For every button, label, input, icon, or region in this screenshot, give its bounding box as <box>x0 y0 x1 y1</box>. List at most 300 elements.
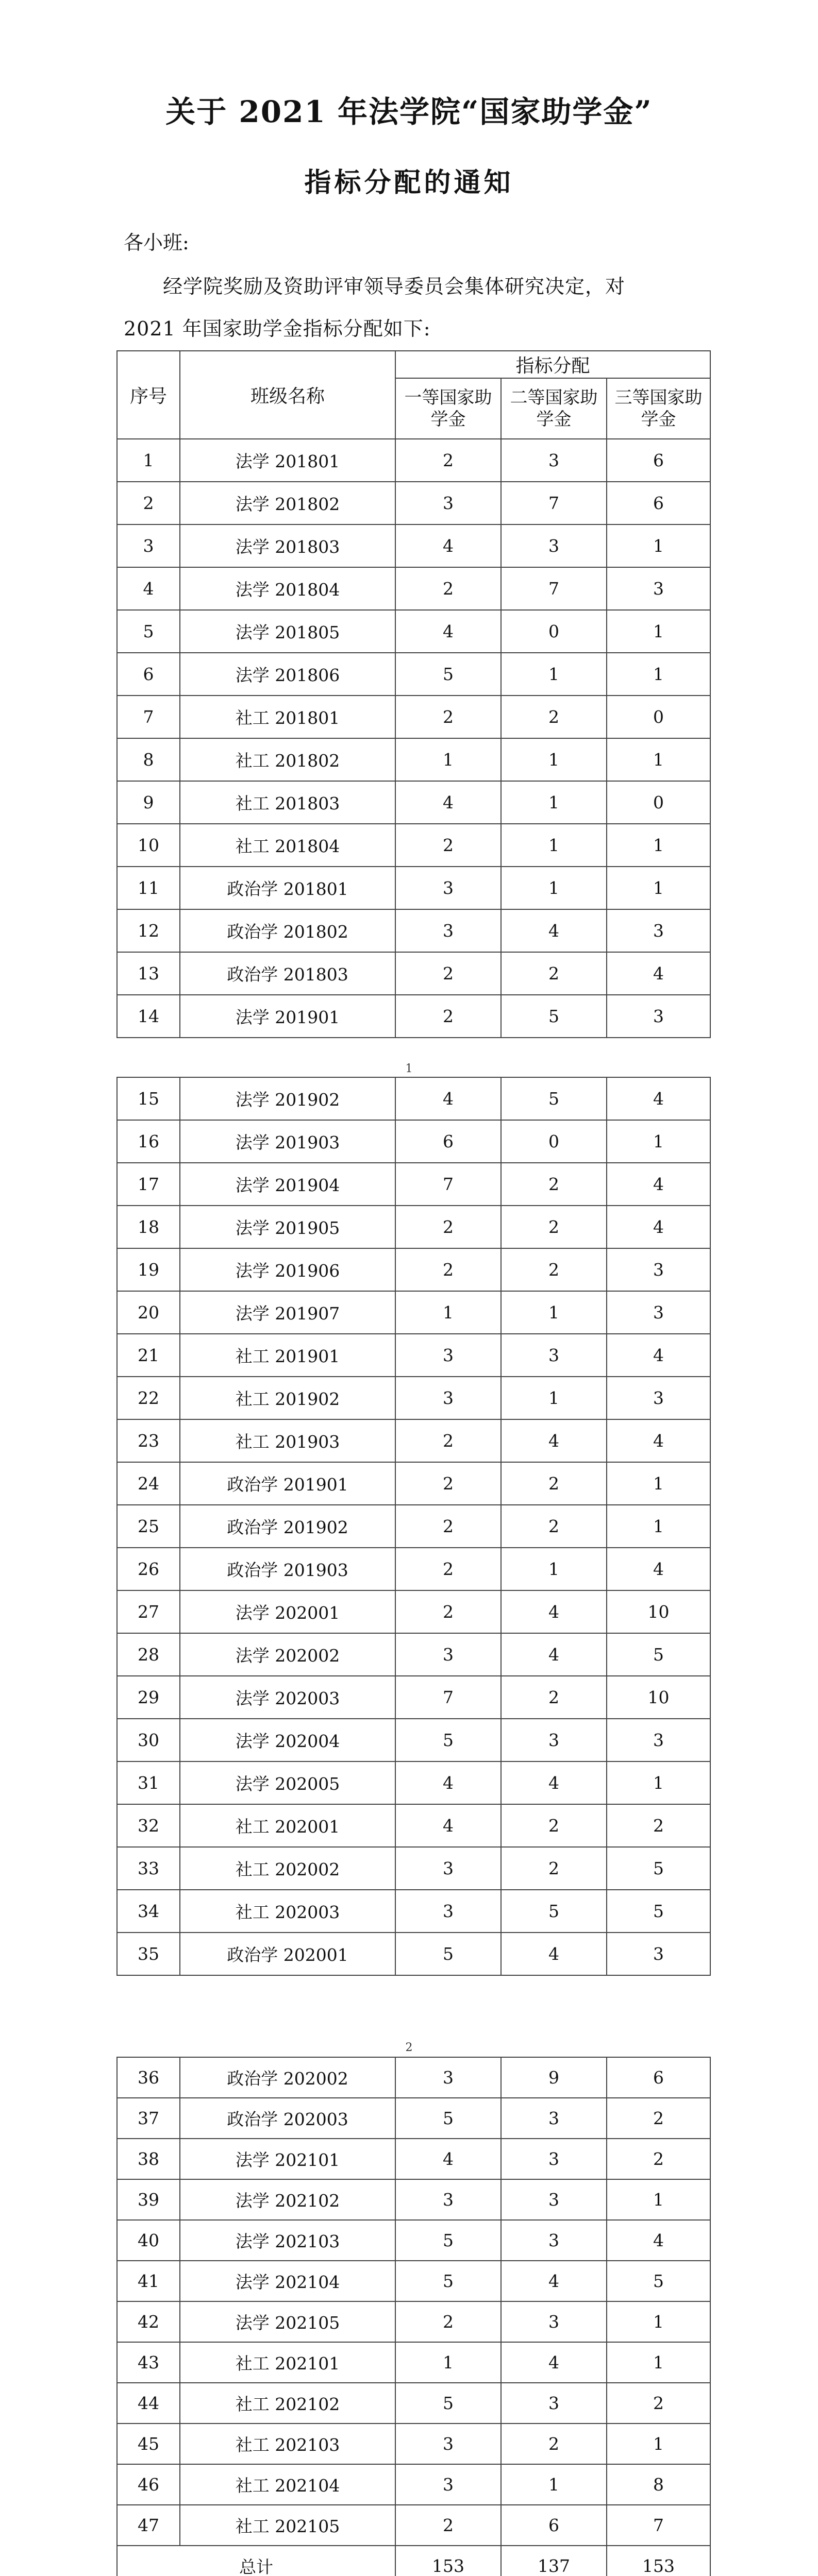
row-third-grade: 4 <box>607 1548 710 1590</box>
row-class-name: 政治学 201901 <box>180 1462 395 1505</box>
row-index: 4 <box>117 567 180 610</box>
row-second-grade: 2 <box>501 1248 607 1291</box>
row-third-grade: 7 <box>607 2505 710 2546</box>
row-second-grade: 7 <box>501 567 607 610</box>
row-third-grade: 5 <box>607 1633 710 1676</box>
table-row <box>117 2098 710 2139</box>
row-class-name: 法学 201907 <box>180 1291 395 1334</box>
row-second-grade: 2 <box>501 1505 607 1548</box>
row-first-grade: 7 <box>395 1163 501 1206</box>
row-index: 47 <box>117 2505 180 2546</box>
row-index: 25 <box>117 1505 180 1548</box>
row-second-grade: 6 <box>501 2505 607 2546</box>
table-row <box>117 2464 710 2505</box>
table-row <box>117 738 710 781</box>
row-index: 27 <box>117 1590 180 1633</box>
row-index: 43 <box>117 2342 180 2383</box>
row-third-grade: 8 <box>607 2464 710 2505</box>
row-first-grade: 2 <box>395 1590 501 1633</box>
row-third-grade: 6 <box>607 482 710 524</box>
row-class-name: 法学 201903 <box>180 1120 395 1163</box>
total-label: 总计 <box>117 2546 395 2576</box>
row-index: 21 <box>117 1334 180 1377</box>
row-class-name: 政治学 201903 <box>180 1548 395 1590</box>
row-third-grade: 1 <box>607 1761 710 1804</box>
row-index: 36 <box>117 2057 180 2098</box>
row-third-grade: 6 <box>607 439 710 482</box>
row-class-name: 政治学 201803 <box>180 952 395 995</box>
row-index: 15 <box>117 1077 180 1120</box>
row-second-grade: 2 <box>501 952 607 995</box>
row-second-grade: 7 <box>501 482 607 524</box>
table-row <box>117 2383 710 2424</box>
row-index: 7 <box>117 696 180 738</box>
header-allocation-group: 指标分配 <box>395 351 710 378</box>
row-third-grade: 1 <box>607 824 710 867</box>
row-second-grade: 5 <box>501 995 607 1038</box>
row-second-grade: 1 <box>501 653 607 696</box>
row-second-grade: 4 <box>501 2342 607 2383</box>
table-row <box>117 1933 710 1975</box>
table-row <box>117 567 710 610</box>
row-class-name: 社工 201903 <box>180 1419 395 1462</box>
table-row <box>117 1633 710 1676</box>
row-third-grade: 10 <box>607 1676 710 1719</box>
row-class-name: 社工 202104 <box>180 2464 395 2505</box>
row-first-grade: 1 <box>395 1291 501 1334</box>
row-class-name: 法学 202002 <box>180 1633 395 1676</box>
row-third-grade: 0 <box>607 781 710 824</box>
row-second-grade: 3 <box>501 2220 607 2261</box>
row-second-grade: 3 <box>501 2383 607 2424</box>
row-first-grade: 2 <box>395 1462 501 1505</box>
row-first-grade: 3 <box>395 2464 501 2505</box>
row-second-grade: 9 <box>501 2057 607 2098</box>
row-index: 17 <box>117 1163 180 1206</box>
row-third-grade: 3 <box>607 995 710 1038</box>
row-first-grade: 2 <box>395 952 501 995</box>
row-index: 30 <box>117 1719 180 1761</box>
row-second-grade: 1 <box>501 867 607 909</box>
row-third-grade: 1 <box>607 2179 710 2220</box>
row-index: 35 <box>117 1933 180 1975</box>
row-second-grade: 4 <box>501 1590 607 1633</box>
row-class-name: 法学 201804 <box>180 567 395 610</box>
row-second-grade: 5 <box>501 1077 607 1120</box>
total-second-grade: 137 <box>501 2546 607 2576</box>
row-class-name: 法学 202001 <box>180 1590 395 1633</box>
table-row <box>117 2424 710 2464</box>
table-row <box>117 824 710 867</box>
row-second-grade: 2 <box>501 696 607 738</box>
row-second-grade: 0 <box>501 1120 607 1163</box>
row-index: 29 <box>117 1676 180 1719</box>
row-first-grade: 4 <box>395 781 501 824</box>
row-index: 20 <box>117 1291 180 1334</box>
row-index: 9 <box>117 781 180 824</box>
row-third-grade: 3 <box>607 567 710 610</box>
table-row <box>117 524 710 567</box>
row-second-grade: 3 <box>501 2301 607 2342</box>
row-class-name: 法学 202102 <box>180 2179 395 2220</box>
row-second-grade: 4 <box>501 1761 607 1804</box>
row-third-grade: 1 <box>607 653 710 696</box>
row-first-grade: 2 <box>395 1206 501 1248</box>
row-index: 10 <box>117 824 180 867</box>
row-index: 8 <box>117 738 180 781</box>
header-index: 序号 <box>117 351 180 439</box>
row-third-grade: 2 <box>607 2139 710 2179</box>
row-second-grade: 2 <box>501 1676 607 1719</box>
row-class-name: 社工 201804 <box>180 824 395 867</box>
row-first-grade: 2 <box>395 1548 501 1590</box>
row-class-name: 社工 201802 <box>180 738 395 781</box>
row-first-grade: 2 <box>395 2505 501 2546</box>
row-index: 45 <box>117 2424 180 2464</box>
row-class-name: 法学 202101 <box>180 2139 395 2179</box>
row-first-grade: 3 <box>395 1334 501 1377</box>
table-row <box>117 909 710 952</box>
row-first-grade: 3 <box>395 2424 501 2464</box>
row-first-grade: 2 <box>395 824 501 867</box>
page-number-1: 1 <box>405 1062 413 1075</box>
row-first-grade: 5 <box>395 2383 501 2424</box>
row-first-grade: 2 <box>395 696 501 738</box>
row-first-grade: 4 <box>395 1804 501 1847</box>
row-first-grade: 5 <box>395 2261 501 2301</box>
row-class-name: 法学 202103 <box>180 2220 395 2261</box>
row-index: 13 <box>117 952 180 995</box>
row-class-name: 政治学 201801 <box>180 867 395 909</box>
table-row <box>117 1548 710 1590</box>
row-class-name: 法学 201906 <box>180 1248 395 1291</box>
table-row <box>117 1077 710 1120</box>
row-first-grade: 2 <box>395 1505 501 1548</box>
notice-title-line2: 指标分配的通知 <box>304 167 514 198</box>
row-index: 16 <box>117 1120 180 1163</box>
row-second-grade: 4 <box>501 1419 607 1462</box>
row-first-grade: 3 <box>395 482 501 524</box>
row-class-name: 政治学 202001 <box>180 1933 395 1975</box>
row-third-grade: 1 <box>607 2424 710 2464</box>
row-index: 37 <box>117 2098 180 2139</box>
row-second-grade: 2 <box>501 1163 607 1206</box>
row-class-name: 法学 201802 <box>180 482 395 524</box>
row-third-grade: 4 <box>607 1334 710 1377</box>
table-row <box>117 1462 710 1505</box>
row-second-grade: 3 <box>501 1719 607 1761</box>
table-row <box>117 1890 710 1933</box>
table-row <box>117 696 710 738</box>
total-third-grade: 153 <box>607 2546 710 2576</box>
row-class-name: 法学 201905 <box>180 1206 395 1248</box>
row-class-name: 法学 201904 <box>180 1163 395 1206</box>
table-row <box>117 2261 710 2301</box>
row-third-grade: 4 <box>607 1077 710 1120</box>
row-third-grade: 0 <box>607 696 710 738</box>
row-class-name: 法学 202004 <box>180 1719 395 1761</box>
total-first-grade: 153 <box>395 2546 501 2576</box>
row-class-name: 法学 201803 <box>180 524 395 567</box>
table-row <box>117 610 710 653</box>
row-second-grade: 1 <box>501 1548 607 1590</box>
row-index: 28 <box>117 1633 180 1676</box>
table-row <box>117 653 710 696</box>
row-class-name: 法学 202104 <box>180 2261 395 2301</box>
row-third-grade: 1 <box>607 738 710 781</box>
row-index: 2 <box>117 482 180 524</box>
row-first-grade: 3 <box>395 2057 501 2098</box>
row-first-grade: 2 <box>395 567 501 610</box>
table-row <box>117 1163 710 1206</box>
row-third-grade: 5 <box>607 2261 710 2301</box>
row-class-name: 政治学 201902 <box>180 1505 395 1548</box>
header-third-grade: 三等国家助学金 <box>607 378 710 439</box>
row-second-grade: 4 <box>501 1933 607 1975</box>
row-first-grade: 6 <box>395 1120 501 1163</box>
row-third-grade: 1 <box>607 610 710 653</box>
row-first-grade: 5 <box>395 2098 501 2139</box>
row-class-name: 社工 202105 <box>180 2505 395 2546</box>
row-third-grade: 5 <box>607 1890 710 1933</box>
row-index: 33 <box>117 1847 180 1890</box>
row-first-grade: 2 <box>395 1419 501 1462</box>
row-second-grade: 1 <box>501 824 607 867</box>
table-row <box>117 1206 710 1248</box>
table-row <box>117 1291 710 1334</box>
row-first-grade: 5 <box>395 2220 501 2261</box>
table-row <box>117 781 710 824</box>
row-index: 31 <box>117 1761 180 1804</box>
row-second-grade: 2 <box>501 1804 607 1847</box>
row-first-grade: 3 <box>395 1633 501 1676</box>
row-second-grade: 5 <box>501 1890 607 1933</box>
row-second-grade: 3 <box>501 2179 607 2220</box>
row-first-grade: 3 <box>395 2179 501 2220</box>
table-row <box>117 995 710 1038</box>
row-second-grade: 2 <box>501 1847 607 1890</box>
row-class-name: 法学 201902 <box>180 1077 395 1120</box>
table-row <box>117 2220 710 2261</box>
row-first-grade: 2 <box>395 1248 501 1291</box>
row-second-grade: 3 <box>501 2139 607 2179</box>
row-first-grade: 4 <box>395 610 501 653</box>
row-class-name: 法学 201801 <box>180 439 395 482</box>
row-class-name: 法学 201805 <box>180 610 395 653</box>
row-class-name: 社工 201901 <box>180 1334 395 1377</box>
row-class-name: 法学 202003 <box>180 1676 395 1719</box>
row-second-grade: 3 <box>501 524 607 567</box>
salutation: 各小班: <box>124 231 189 254</box>
table-row <box>117 2139 710 2179</box>
row-class-name: 社工 201801 <box>180 696 395 738</box>
row-third-grade: 2 <box>607 1804 710 1847</box>
row-class-name: 社工 202003 <box>180 1890 395 1933</box>
table-row <box>117 867 710 909</box>
row-second-grade: 3 <box>501 2098 607 2139</box>
row-index: 1 <box>117 439 180 482</box>
table-row <box>117 1377 710 1419</box>
allocation-table-page3 <box>116 2057 711 2576</box>
row-first-grade: 4 <box>395 524 501 567</box>
row-class-name: 社工 201902 <box>180 1377 395 1419</box>
row-third-grade: 1 <box>607 2301 710 2342</box>
table-row <box>117 1419 710 1462</box>
row-third-grade: 3 <box>607 1377 710 1419</box>
row-class-name: 社工 202103 <box>180 2424 395 2464</box>
table-row <box>117 1719 710 1761</box>
row-third-grade: 10 <box>607 1590 710 1633</box>
row-index: 23 <box>117 1419 180 1462</box>
row-index: 18 <box>117 1206 180 1248</box>
row-index: 6 <box>117 653 180 696</box>
row-third-grade: 3 <box>607 1291 710 1334</box>
row-second-grade: 0 <box>501 610 607 653</box>
row-third-grade: 3 <box>607 1248 710 1291</box>
row-class-name: 法学 201806 <box>180 653 395 696</box>
header-second-grade: 二等国家助学金 <box>501 378 607 439</box>
row-index: 44 <box>117 2383 180 2424</box>
row-second-grade: 1 <box>501 1291 607 1334</box>
table-row <box>117 1676 710 1719</box>
row-third-grade: 4 <box>607 1419 710 1462</box>
row-third-grade: 2 <box>607 2383 710 2424</box>
body-paragraph-line2: 2021 年国家助学金指标分配如下: <box>124 317 431 340</box>
table-row <box>117 952 710 995</box>
table-row <box>117 2505 710 2546</box>
row-third-grade: 4 <box>607 2220 710 2261</box>
table-row <box>117 2179 710 2220</box>
row-index: 11 <box>117 867 180 909</box>
row-second-grade: 1 <box>501 1377 607 1419</box>
row-second-grade: 1 <box>501 2464 607 2505</box>
allocation-table-page2 <box>116 1077 711 1976</box>
table-row <box>117 1120 710 1163</box>
row-third-grade: 1 <box>607 1462 710 1505</box>
row-third-grade: 4 <box>607 1163 710 1206</box>
table-row <box>117 482 710 524</box>
row-third-grade: 2 <box>607 2098 710 2139</box>
row-third-grade: 3 <box>607 909 710 952</box>
row-index: 24 <box>117 1462 180 1505</box>
table-row <box>117 1804 710 1847</box>
row-second-grade: 2 <box>501 2424 607 2464</box>
row-third-grade: 1 <box>607 1505 710 1548</box>
row-index: 3 <box>117 524 180 567</box>
row-second-grade: 4 <box>501 2261 607 2301</box>
row-third-grade: 4 <box>607 1206 710 1248</box>
row-index: 34 <box>117 1890 180 1933</box>
row-first-grade: 4 <box>395 2139 501 2179</box>
row-class-name: 社工 202002 <box>180 1847 395 1890</box>
row-index: 22 <box>117 1377 180 1419</box>
row-third-grade: 3 <box>607 1933 710 1975</box>
row-class-name: 法学 202005 <box>180 1761 395 1804</box>
row-third-grade: 1 <box>607 524 710 567</box>
row-class-name: 政治学 202002 <box>180 2057 395 2098</box>
row-class-name: 政治学 201802 <box>180 909 395 952</box>
row-first-grade: 2 <box>395 2301 501 2342</box>
row-third-grade: 1 <box>607 867 710 909</box>
table-row <box>117 1248 710 1291</box>
row-class-name: 法学 202105 <box>180 2301 395 2342</box>
row-index: 40 <box>117 2220 180 2261</box>
row-class-name: 社工 201803 <box>180 781 395 824</box>
row-index: 19 <box>117 1248 180 1291</box>
row-index: 41 <box>117 2261 180 2301</box>
row-first-grade: 3 <box>395 909 501 952</box>
row-class-name: 社工 202001 <box>180 1804 395 1847</box>
row-first-grade: 2 <box>395 439 501 482</box>
header-first-grade: 一等国家助学金 <box>395 378 501 439</box>
row-third-grade: 5 <box>607 1847 710 1890</box>
row-first-grade: 7 <box>395 1676 501 1719</box>
row-index: 5 <box>117 610 180 653</box>
row-first-grade: 3 <box>395 1890 501 1933</box>
row-first-grade: 3 <box>395 867 501 909</box>
row-second-grade: 3 <box>501 439 607 482</box>
row-first-grade: 1 <box>395 2342 501 2383</box>
total-row <box>117 2546 710 2576</box>
row-first-grade: 4 <box>395 1761 501 1804</box>
page-number-2: 2 <box>405 2041 413 2054</box>
row-class-name: 法学 201901 <box>180 995 395 1038</box>
row-first-grade: 5 <box>395 1719 501 1761</box>
row-first-grade: 1 <box>395 738 501 781</box>
row-second-grade: 1 <box>501 781 607 824</box>
row-index: 39 <box>117 2179 180 2220</box>
table-row <box>117 1505 710 1548</box>
row-first-grade: 5 <box>395 1933 501 1975</box>
row-first-grade: 2 <box>395 995 501 1038</box>
row-first-grade: 3 <box>395 1847 501 1890</box>
row-index: 26 <box>117 1548 180 1590</box>
row-third-grade: 4 <box>607 952 710 995</box>
row-first-grade: 5 <box>395 653 501 696</box>
row-class-name: 社工 202101 <box>180 2342 395 2383</box>
row-class-name: 社工 202102 <box>180 2383 395 2424</box>
body-paragraph-line1: 经学院奖励及资助评审领导委员会集体研究决定，对 <box>163 275 626 298</box>
table-row <box>117 1761 710 1804</box>
row-third-grade: 1 <box>607 2342 710 2383</box>
row-second-grade: 3 <box>501 1334 607 1377</box>
row-third-grade: 6 <box>607 2057 710 2098</box>
row-third-grade: 1 <box>607 1120 710 1163</box>
row-index: 12 <box>117 909 180 952</box>
notice-title-line1: 关于 2021 年法学院“国家助学金” <box>165 94 653 129</box>
allocation-table-page1 <box>116 350 711 1038</box>
table-row <box>117 2301 710 2342</box>
row-index: 14 <box>117 995 180 1038</box>
row-third-grade: 3 <box>607 1719 710 1761</box>
row-second-grade: 4 <box>501 909 607 952</box>
table-row <box>117 1847 710 1890</box>
row-index: 42 <box>117 2301 180 2342</box>
table-row <box>117 1590 710 1633</box>
table-row <box>117 1334 710 1377</box>
header-class-name: 班级名称 <box>180 351 395 439</box>
table-row <box>117 439 710 482</box>
row-index: 38 <box>117 2139 180 2179</box>
row-index: 46 <box>117 2464 180 2505</box>
row-second-grade: 1 <box>501 738 607 781</box>
table-row <box>117 2057 710 2098</box>
row-second-grade: 4 <box>501 1633 607 1676</box>
row-first-grade: 3 <box>395 1377 501 1419</box>
row-second-grade: 2 <box>501 1206 607 1248</box>
row-first-grade: 4 <box>395 1077 501 1120</box>
row-second-grade: 2 <box>501 1462 607 1505</box>
